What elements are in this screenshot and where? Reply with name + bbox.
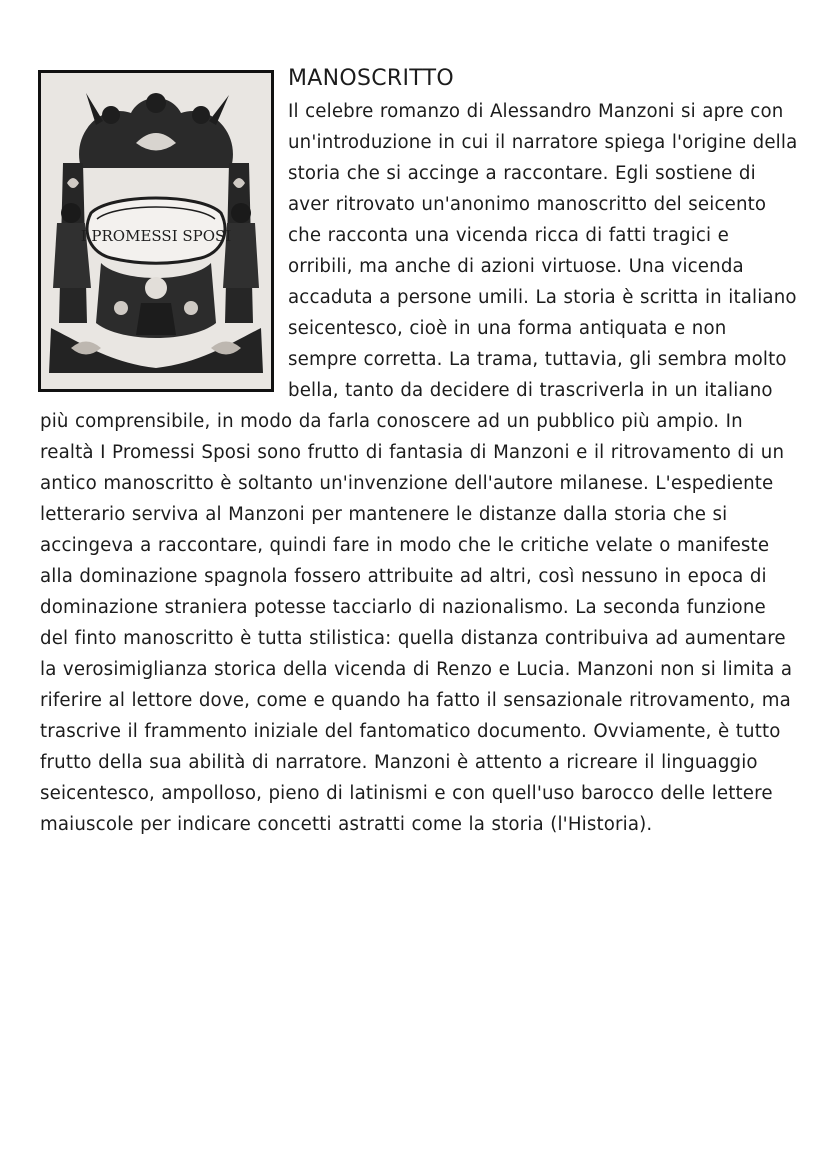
document-title: MANOSCRITTO bbox=[288, 66, 455, 91]
body-paragraph: Il celebre romanzo di Alessandro Manzoni si apre con un'introduzione in cui il narratore spiega l'origine della storia che si accinge a raccontare. Egli sostiene di aver ritrovato un'anonimo manoscritto del seicento che racconta una vicenda ricca di fatti tragici e orribili, ma anche di azioni virtuose. Una vicenda accaduta a persone umili. La storia è scritta in italiano seicentesco, cioè in una forma antiquata e non sempre corretta. La trama, tuttavia, gli sembra molto bella, tanto da decidere di trascriverla in un italiano più comprensibile, in modo da farla conoscere ad un pubblico più ampio. In realtà I Promessi Sposi sono frutto di fantasia di Manzoni e il ritrovamento di un antico manoscritto è soltanto un'invenzione dell'autore milanese. L'espediente letterario serviva al Manzoni per mantenere le distanze dalla storia che si accingeva a raccontare, quindi fare in modo che le critiche velate o manifeste alla dominazione spagnola fossero attribuite ad altri, così nessuno in epoca di dominazione straniera potesse tacciarlo di nazionalismo. La seconda funzione del finto manoscritto è tutta stilistica: quella distanza contribuiva ad aumentare la verosimiglianza storica della vicenda di Renzo e Lucia. Manzoni non si limita a riferire al lettore dove, come e quando ha fatto il sensazionale ritrovamento, ma trascrive il frammento iniziale del fantomatico documento. Ovviamente, è tutto frutto della sua abilità di narratore. Manzoni è attento a ricreare il linguaggio seicentesco, ampolloso, pieno di latinismi e con quell'uso barocco delle lettere maiuscole per indicare concetti astratti come la storia (l'Historia). bbox=[40, 101, 798, 835]
article-text bbox=[40, 64, 800, 840]
cartouche-title: I PROMESSI SPOSI bbox=[80, 227, 232, 245]
